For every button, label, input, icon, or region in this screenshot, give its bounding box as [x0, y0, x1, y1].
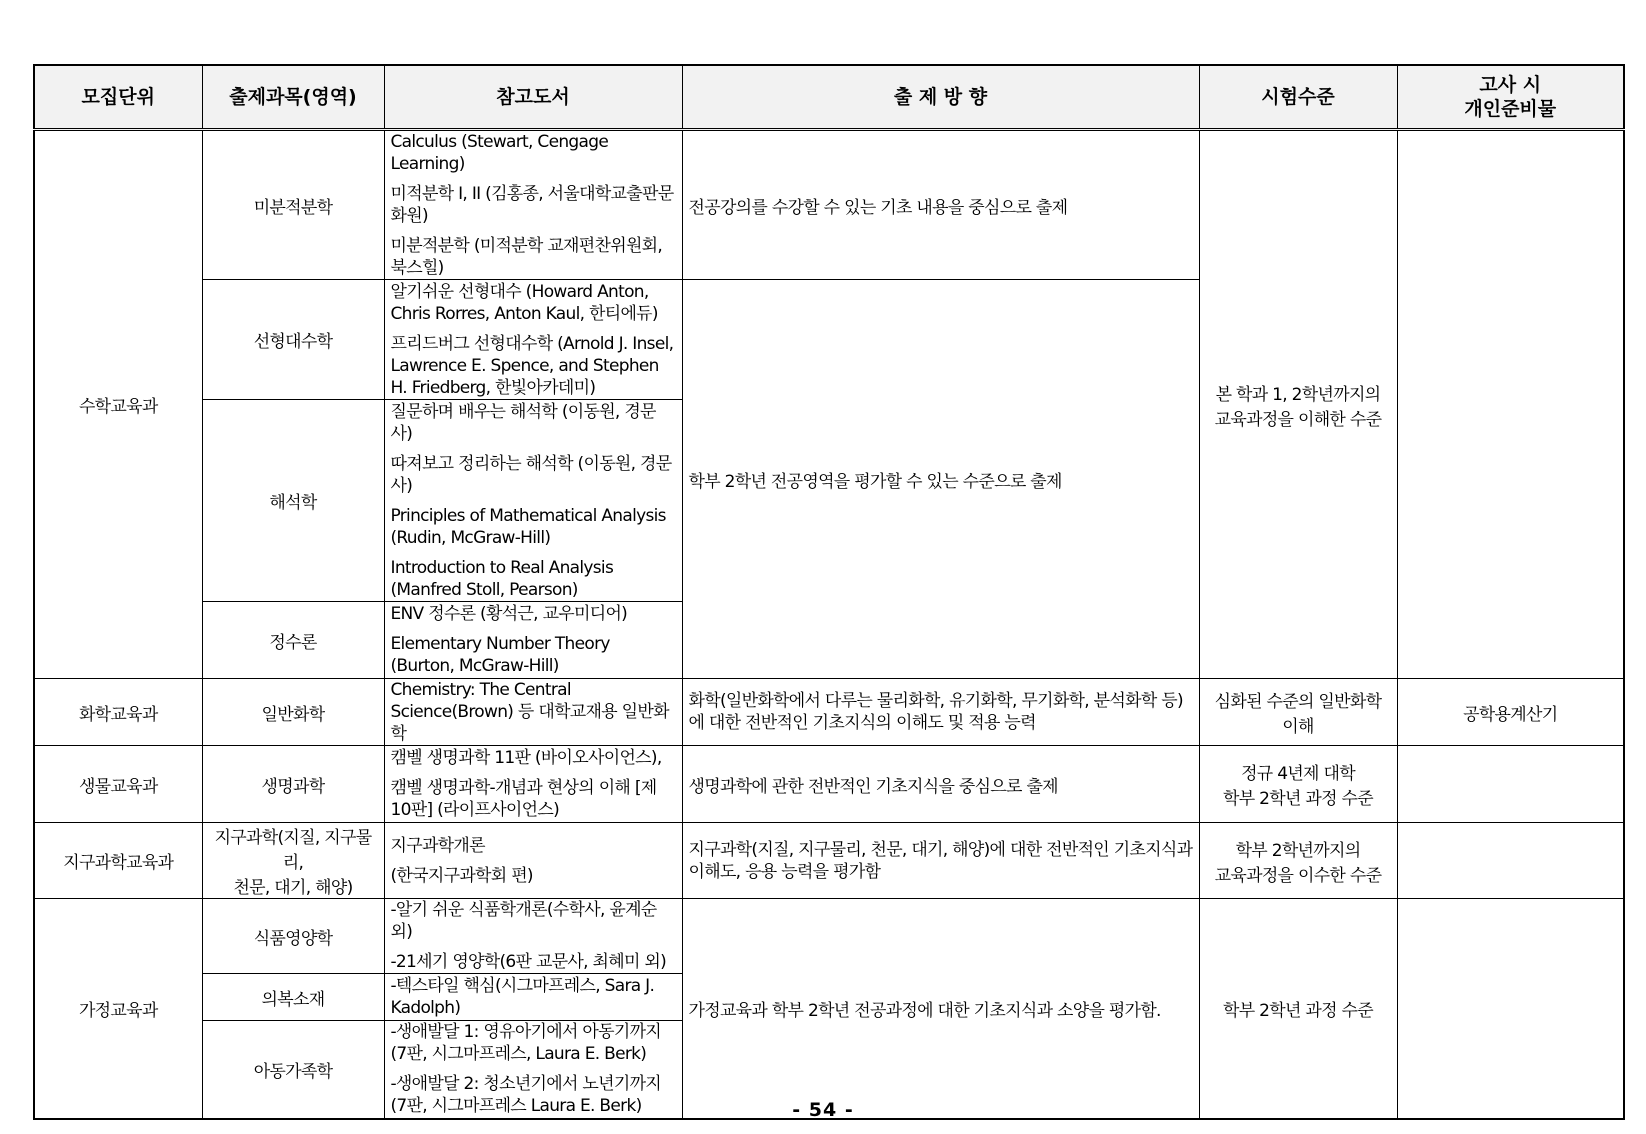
home-unit: 가정교육과 — [34, 899, 202, 1119]
book-item: Introduction to Real Analysis (Manfred Stoll, Pearson) — [390, 557, 614, 600]
book-item: -알기 쉬운 식품학개론(수학사, 윤계순 외) — [390, 900, 657, 942]
book-item: -텍스타일 핵심(시그마프레스, Sara J. Kadolph) — [390, 976, 655, 1018]
earth-direction: 지구과학(지질, 지구물리, 천문, 대기, 해양)에 대한 전반적인 기초지식과 이해도, 응용 능력을 평가함 — [682, 823, 1199, 899]
book-item: 캠벨 생명과학 11판 (바이오사이언스), — [390, 748, 662, 768]
table-row — [34, 823, 1624, 899]
chem-level-line1: 심화된 수준의 일반화학 — [1214, 692, 1382, 712]
earth-books — [384, 823, 682, 899]
number-subject: 정수론 — [202, 602, 384, 679]
book-item: Elementary Number Theory (Burton, McGraw-Hill) — [390, 634, 610, 676]
math-direction-1: 전공강의를 수강할 수 있는 기초 내용을 중심으로 출제 — [682, 130, 1199, 280]
calculus-books — [384, 130, 682, 280]
book-item: -생애발달 1: 영유아기에서 아동기까지 (7판, 시그마프레스, Laura E. Berk) — [390, 1022, 662, 1065]
chem-direction: 화학(일반화학에서 다루는 물리화학, 유기화학, 무기화학, 분석화학 등)에 대한 전반적인 기초지식의 이해도 및 적용 능력 — [682, 679, 1199, 746]
header-subject: 출제과목(영역) — [202, 65, 384, 130]
analysis-subject: 해석학 — [202, 400, 384, 602]
earth-level-line1: 학부 2학년까지의 — [1235, 840, 1361, 861]
book-item: -생애발달 2: 청소년기에서 노년기까지 (7판, 시그마프레스 Laura E. Berk) — [390, 1074, 662, 1117]
earth-level — [1199, 823, 1397, 899]
bio-prep — [1397, 746, 1624, 823]
child-subject: 아동가족학 — [202, 1021, 384, 1119]
clothing-subject: 의복소재 — [202, 974, 384, 1021]
earth-subject — [202, 823, 384, 899]
math-level — [1199, 130, 1397, 679]
chem-level — [1199, 679, 1397, 746]
header-direction: 출 제 방 향 — [682, 65, 1199, 130]
book-item: 캠벨 생명과학-개념과 현상의 이해 [제10판] (라이프사이언스) — [390, 778, 657, 820]
header-level: 시험수준 — [1199, 65, 1397, 130]
header-books: 참고도서 — [384, 65, 682, 130]
header-row — [34, 65, 1624, 130]
book-item: Principles of Mathematical Analysis (Rudin, McGraw-Hill) — [390, 505, 666, 548]
header-unit: 모집단위 — [34, 65, 202, 130]
table-row — [34, 679, 1624, 746]
home-prep — [1397, 899, 1624, 1119]
book-item: 프리드버그 선형대수학 (Arnold J. Insel, Lawrence E. Spence, and Stephen H. Friedberg, 한빛아카데미) — [390, 333, 674, 398]
chem-unit: 화학교육과 — [34, 679, 202, 746]
earth-level-line2: 교육과정을 이수한 수준 — [1214, 865, 1382, 886]
book-item: 질문하며 배우는 해석학 (이동원, 경문사) — [390, 401, 656, 444]
math-level-line1: 본 학과 1, 2학년까지의 — [1215, 384, 1381, 405]
analysis-books — [384, 400, 682, 602]
clothing-books — [384, 974, 682, 1021]
header-prep-line1: 고사 시 — [1479, 74, 1542, 96]
bio-level — [1199, 746, 1397, 823]
earth-unit: 지구과학교육과 — [34, 823, 202, 899]
bio-books — [384, 746, 682, 823]
math-level-line2: 교육과정을 이해한 수준 — [1214, 409, 1382, 430]
chem-subject: 일반화학 — [202, 679, 384, 746]
number-books — [384, 602, 682, 679]
page-number: - 54 - — [792, 1099, 854, 1121]
food-subject: 식품영양학 — [202, 899, 384, 974]
food-books — [384, 899, 682, 974]
bio-subject: 생명과학 — [202, 746, 384, 823]
book-item: 미적분학 I, II (김홍종, 서울대학교출판문화원) — [390, 184, 674, 226]
exam-table — [33, 64, 1625, 1120]
linear-books — [384, 280, 682, 400]
bio-unit: 생물교육과 — [34, 746, 202, 823]
chem-prep: 공학용계산기 — [1397, 679, 1624, 746]
book-item: -21세기 영양학(6판 교문사, 최혜미 외) — [390, 952, 667, 972]
home-level: 학부 2학년 과정 수준 — [1199, 899, 1397, 1119]
earth-subject-line1: 지구과학(지질, 지구물리, — [214, 828, 372, 873]
bio-level-line2: 학부 2학년 과정 수준 — [1222, 789, 1373, 809]
linear-subject: 선형대수학 — [202, 280, 384, 400]
home-direction: 가정교육과 학부 2학년 전공과정에 대한 기초지식과 소양을 평가함. — [682, 899, 1199, 1119]
math-direction-2: 학부 2학년 전공영역을 평가할 수 있는 수준으로 출제 — [682, 280, 1199, 679]
chem-books: Chemistry: The Central Science(Brown) 등 대학교재용 일반화학 — [384, 679, 682, 746]
table-row — [34, 746, 1624, 823]
bio-level-line1: 정규 4년제 대학 — [1241, 764, 1355, 784]
book-item: Calculus (Stewart, Cengage Learning) — [390, 132, 609, 174]
book-item: 따져보고 정리하는 해석학 (이동원, 경문사) — [390, 453, 672, 496]
book-item: 미분적분학 (미적분학 교재편찬위원회, 북스힐) — [390, 236, 663, 278]
calculus-subject: 미분적분학 — [202, 130, 384, 280]
book-item: 알기쉬운 선형대수 (Howard Anton, Chris Rorres, Anton Kaul, 한티에듀) — [390, 281, 658, 324]
header-prep — [1397, 65, 1624, 130]
book-item: ENV 정수론 (황석근, 교우미디어) — [390, 604, 628, 624]
book-item: 지구과학개론 — [390, 835, 485, 856]
header-prep-line2: 개인준비물 — [1464, 98, 1557, 120]
math-prep — [1397, 130, 1624, 679]
table-row — [34, 899, 1624, 974]
earth-subject-line2: 천문, 대기, 해양) — [233, 878, 353, 898]
table-row — [34, 130, 1624, 280]
bio-direction: 생명과학에 관한 전반적인 기초지식을 중심으로 출제 — [682, 746, 1199, 823]
chem-level-line2: 이해 — [1282, 717, 1314, 737]
earth-prep — [1397, 823, 1624, 899]
book-item: (한국지구과학회 편) — [390, 865, 533, 886]
math-unit: 수학교육과 — [34, 130, 202, 679]
